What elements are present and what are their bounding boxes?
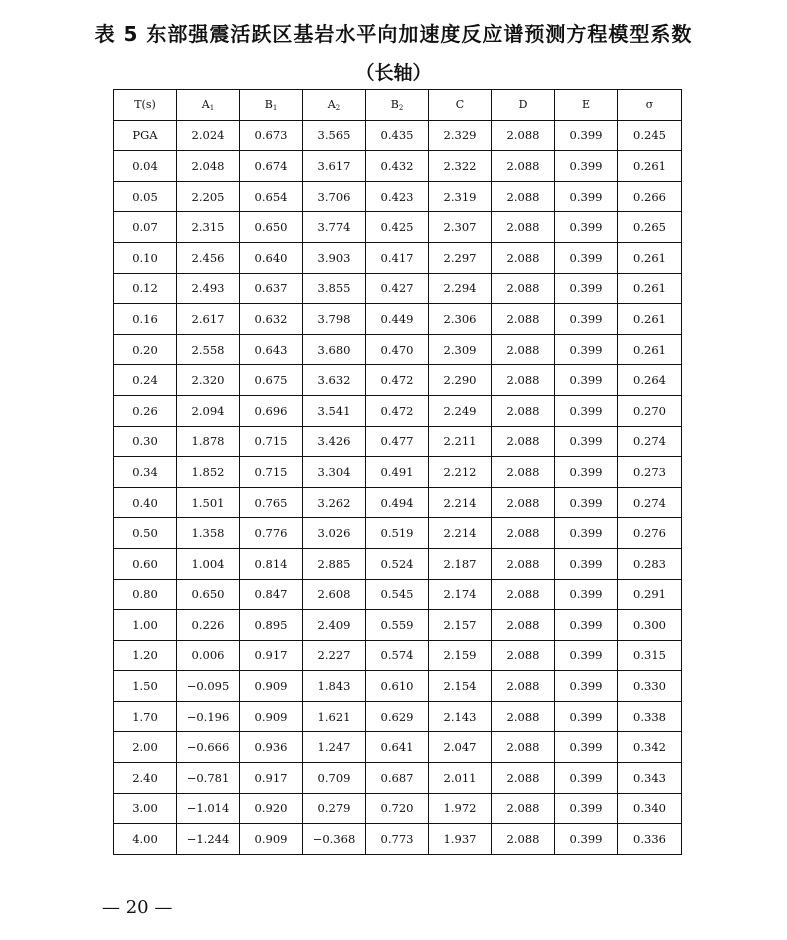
coefficient-cell: 2.088 [492,120,555,151]
table-row [114,671,682,702]
coefficient-cell: −1.244 [177,824,240,855]
coefficient-cell: 0.773 [366,824,429,855]
coefficient-cell: 0.650 [240,212,303,243]
coefficient-cell: 3.262 [303,487,366,518]
table-row [114,701,682,732]
coefficient-cell: 0.399 [555,824,618,855]
coefficient-cell: 2.307 [429,212,492,243]
table-row [114,151,682,182]
period-cell: 0.10 [114,242,177,273]
coefficient-cell: 3.632 [303,365,366,396]
coefficient-cell: 0.399 [555,701,618,732]
table-row [114,732,682,763]
coefficient-cell: 3.855 [303,273,366,304]
coefficient-cell: 0.340 [618,793,682,824]
coefficient-cell: −1.014 [177,793,240,824]
coefficient-cell: 0.399 [555,334,618,365]
coefficient-cell: 3.304 [303,457,366,488]
coefficient-cell: 2.088 [492,763,555,794]
coefficient-cell: 3.541 [303,395,366,426]
coefficient-cell: 0.291 [618,579,682,610]
period-cell: 1.70 [114,701,177,732]
coefficient-cell: 0.261 [618,242,682,273]
coefficient-cell: 1.972 [429,793,492,824]
column-header [114,90,177,121]
period-cell: 0.30 [114,426,177,457]
coefficient-cell: 0.399 [555,671,618,702]
coefficient-cell: 0.895 [240,610,303,641]
coefficient-cell: 0.274 [618,487,682,518]
coefficient-cell: 0.343 [618,763,682,794]
coefficient-cell: 0.491 [366,457,429,488]
coefficient-cell: 2.047 [429,732,492,763]
coefficient-cell: 2.409 [303,610,366,641]
coefficient-cell: 0.261 [618,151,682,182]
coefficient-cell: 3.706 [303,181,366,212]
coefficient-cell: 1.843 [303,671,366,702]
coefficient-cell: 0.909 [240,671,303,702]
coefficient-cell: 0.917 [240,763,303,794]
coefficient-cell: 0.675 [240,365,303,396]
coefficient-cell: −0.095 [177,671,240,702]
coefficient-cell: 2.456 [177,242,240,273]
coefficient-cell: 2.143 [429,701,492,732]
coefficient-cell: 2.157 [429,610,492,641]
table-row [114,334,682,365]
table-row [114,426,682,457]
period-cell: 0.80 [114,579,177,610]
coefficient-cell: 2.294 [429,273,492,304]
coefficient-cell: 0.494 [366,487,429,518]
period-cell: 0.24 [114,365,177,396]
coefficient-cell: −0.781 [177,763,240,794]
coefficient-cell: 0.574 [366,640,429,671]
coefficient-cell: 2.608 [303,579,366,610]
coefficient-cell: 2.088 [492,671,555,702]
coefficient-cell: 2.088 [492,151,555,182]
coefficient-cell: 2.558 [177,334,240,365]
coefficient-cell: 0.399 [555,457,618,488]
coefficient-cell: 0.261 [618,273,682,304]
coefficient-cell: 3.426 [303,426,366,457]
coefficient-cell: 0.629 [366,701,429,732]
coefficient-cell: 2.211 [429,426,492,457]
table-row [114,365,682,396]
coefficient-cell: 0.399 [555,548,618,579]
coefficient-cell: 0.399 [555,640,618,671]
table-row [114,181,682,212]
table-row [114,273,682,304]
coefficient-cell: 0.765 [240,487,303,518]
coefficient-cell: 2.088 [492,181,555,212]
table-row [114,457,682,488]
coefficient-cell: 0.399 [555,273,618,304]
coefficient-cell: 2.088 [492,610,555,641]
period-cell: 4.00 [114,824,177,855]
coefficient-cell: 0.399 [555,793,618,824]
coefficient-cell: 0.715 [240,457,303,488]
coefficient-cell: 0.261 [618,334,682,365]
coefficient-cell: 2.088 [492,487,555,518]
coefficient-cell: 0.274 [618,426,682,457]
column-header [177,90,240,121]
coefficient-cell: 0.399 [555,732,618,763]
coefficient-cell: 0.399 [555,120,618,151]
coefficient-cell: 0.472 [366,395,429,426]
period-cell: 2.00 [114,732,177,763]
coefficient-cell: 0.687 [366,763,429,794]
coefficient-cell: 1.852 [177,457,240,488]
coefficient-cell: 0.847 [240,579,303,610]
column-header [555,90,618,121]
coefficient-cell: 0.654 [240,181,303,212]
coefficient-cell: 0.524 [366,548,429,579]
column-header-label: T(s) [134,98,156,112]
coefficient-cell: 0.650 [177,579,240,610]
coefficient-cell: 0.399 [555,304,618,335]
coefficient-cell: 3.798 [303,304,366,335]
coefficient-cell: −0.368 [303,824,366,855]
table-title: 表 5 东部强震活跃区基岩水平向加速度反应谱预测方程模型系数 [94,22,693,46]
column-header [240,90,303,121]
coefficient-cell: 2.088 [492,548,555,579]
period-cell: 3.00 [114,793,177,824]
table-row [114,793,682,824]
period-cell: 2.40 [114,763,177,794]
coefficient-cell: 0.709 [303,763,366,794]
table-row [114,610,682,641]
coefficient-cell: 0.917 [240,640,303,671]
coefficient-cell: 2.617 [177,304,240,335]
coefficient-cell: 2.212 [429,457,492,488]
coefficient-cell: 0.643 [240,334,303,365]
coefficient-cell: 2.205 [177,181,240,212]
coefficient-cell: 2.088 [492,640,555,671]
coefficient-cell: 2.187 [429,548,492,579]
coefficient-cell: 3.026 [303,518,366,549]
coefficient-cell: 2.088 [492,334,555,365]
coefficient-cell: 1.004 [177,548,240,579]
coefficient-cell: 2.493 [177,273,240,304]
coefficient-cell: 0.245 [618,120,682,151]
table-row [114,242,682,273]
table-row [114,395,682,426]
table-row [114,212,682,243]
coefficient-cell: 2.048 [177,151,240,182]
coefficient-cell: 3.903 [303,242,366,273]
column-header-label: A [201,97,210,111]
coefficient-cell: 0.449 [366,304,429,335]
coefficient-cell: 0.283 [618,548,682,579]
period-cell: 0.16 [114,304,177,335]
period-cell: PGA [114,120,177,151]
table-row [114,304,682,335]
coefficient-cell: 2.322 [429,151,492,182]
coefficient-cell: 0.399 [555,395,618,426]
coefficient-cell: 0.399 [555,426,618,457]
table-row [114,548,682,579]
coefficient-cell: 0.266 [618,181,682,212]
coefficient-cell: 2.088 [492,457,555,488]
coefficient-cell: 0.720 [366,793,429,824]
coefficient-cell: 0.399 [555,763,618,794]
coefficient-cell: 2.088 [492,242,555,273]
coefficient-cell: 0.432 [366,151,429,182]
coefficient-cell: 0.610 [366,671,429,702]
coefficient-cell: 0.641 [366,732,429,763]
table-subtitle: （长轴） [355,62,432,84]
coefficient-cell: 2.159 [429,640,492,671]
coefficient-cell: 1.937 [429,824,492,855]
coefficient-cell: 0.696 [240,395,303,426]
coefficient-cell: 0.399 [555,518,618,549]
coefficient-cell: 0.640 [240,242,303,273]
column-header-label: A [327,97,336,111]
coefficient-cell: 0.399 [555,579,618,610]
coefficient-cell: 2.315 [177,212,240,243]
table-row [114,487,682,518]
coefficient-cell: 2.297 [429,242,492,273]
coefficient-cell: 2.885 [303,548,366,579]
table-header-row [114,90,682,121]
coefficient-cell: 0.342 [618,732,682,763]
coefficient-cell: 2.309 [429,334,492,365]
coefficient-cell: 0.399 [555,610,618,641]
column-header-subscript: 1 [272,103,278,112]
period-cell: 0.12 [114,273,177,304]
coefficient-cell: 0.435 [366,120,429,151]
coefficient-cell: 1.621 [303,701,366,732]
coefficient-cell: 2.088 [492,273,555,304]
coefficient-cell: 2.088 [492,395,555,426]
column-header-label: E [581,98,591,112]
column-header [618,90,682,121]
coefficient-cell: 2.094 [177,395,240,426]
coefficient-cell: 0.637 [240,273,303,304]
table-row [114,824,682,855]
coefficient-cell: 0.632 [240,304,303,335]
coefficient-cell: 0.264 [618,365,682,396]
period-cell: 1.20 [114,640,177,671]
coefficient-cell: 0.470 [366,334,429,365]
coefficient-cell: 0.559 [366,610,429,641]
column-header-subscript: 2 [398,103,404,112]
period-cell: 1.50 [114,671,177,702]
coefficient-cell: 0.261 [618,304,682,335]
table-body [114,120,682,854]
coefficient-cell: 0.330 [618,671,682,702]
coefficient-cell: 0.715 [240,426,303,457]
coefficient-cell: 0.399 [555,487,618,518]
coefficient-cell: 0.315 [618,640,682,671]
coefficient-cell: 0.673 [240,120,303,151]
coefficient-cell: 0.276 [618,518,682,549]
coefficient-cell: 1.247 [303,732,366,763]
coefficient-cell: 1.358 [177,518,240,549]
coefficient-cell: 0.399 [555,212,618,243]
coefficient-cell: 0.423 [366,181,429,212]
coefficient-cell: 2.088 [492,732,555,763]
coefficient-cell: 0.909 [240,701,303,732]
coefficient-cell: 0.006 [177,640,240,671]
table-row [114,640,682,671]
coefficient-cell: 3.565 [303,120,366,151]
coefficient-cell: 0.270 [618,395,682,426]
coefficient-cell: 0.920 [240,793,303,824]
period-cell: 1.00 [114,610,177,641]
column-header-label: B [390,97,399,111]
column-header-label: D [518,98,528,112]
coefficient-cell: 0.472 [366,365,429,396]
coefficient-cell: 0.417 [366,242,429,273]
coefficient-cell: 3.617 [303,151,366,182]
coefficient-cell: 0.399 [555,365,618,396]
coefficient-cell: 0.399 [555,151,618,182]
coefficient-cell: 0.674 [240,151,303,182]
table-row [114,763,682,794]
coefficient-cell: 2.088 [492,579,555,610]
coefficient-cell: 0.265 [618,212,682,243]
coefficient-cell: 2.174 [429,579,492,610]
coefficient-cell: 1.878 [177,426,240,457]
coefficient-cell: 2.154 [429,671,492,702]
coefficient-cell: 3.774 [303,212,366,243]
column-header-label: σ [645,98,654,112]
coefficient-cell: 2.088 [492,793,555,824]
column-header [366,90,429,121]
coefficient-cell: 2.088 [492,824,555,855]
coefficient-cell: 2.249 [429,395,492,426]
coefficient-cell: 2.306 [429,304,492,335]
column-header [429,90,492,121]
coefficient-cell: 2.088 [492,212,555,243]
coefficient-cell: 2.320 [177,365,240,396]
coefficient-cell: 2.319 [429,181,492,212]
coefficient-cell: 0.519 [366,518,429,549]
table-row [114,518,682,549]
coefficient-cell: 2.088 [492,518,555,549]
coefficient-cell: 2.227 [303,640,366,671]
table-row [114,579,682,610]
coefficient-cell: 2.088 [492,426,555,457]
page-number: — 20 — [102,897,173,918]
column-header-subscript: 2 [335,103,341,112]
coefficient-cell: 0.425 [366,212,429,243]
coefficient-cell: 0.545 [366,579,429,610]
period-cell: 0.04 [114,151,177,182]
coefficient-cell: 2.088 [492,304,555,335]
coefficient-cell: −0.666 [177,732,240,763]
coefficient-cell: 0.477 [366,426,429,457]
column-header [492,90,555,121]
coefficient-cell: 2.088 [492,701,555,732]
coefficient-cell: 2.024 [177,120,240,151]
coefficient-cell: 0.427 [366,273,429,304]
table-row [114,120,682,151]
coefficient-cell: 2.088 [492,365,555,396]
coefficient-cell: 0.776 [240,518,303,549]
coefficient-cell: 0.273 [618,457,682,488]
coefficient-cell: 2.329 [429,120,492,151]
coefficient-cell: 0.909 [240,824,303,855]
coefficient-cell: 0.936 [240,732,303,763]
period-cell: 0.05 [114,181,177,212]
column-header-subscript: 1 [209,103,215,112]
coefficient-cell: 0.336 [618,824,682,855]
coefficient-cell: 1.501 [177,487,240,518]
coefficient-cell: 0.226 [177,610,240,641]
column-header-label: B [264,97,273,111]
column-header-label: C [455,98,465,112]
period-cell: 0.60 [114,548,177,579]
period-cell: 0.07 [114,212,177,243]
coefficient-table [113,89,682,855]
period-cell: 0.50 [114,518,177,549]
coefficient-cell: 2.214 [429,487,492,518]
coefficient-cell: 2.290 [429,365,492,396]
coefficient-cell: 0.300 [618,610,682,641]
coefficient-cell: 0.399 [555,242,618,273]
coefficient-cell: −0.196 [177,701,240,732]
coefficient-cell: 3.680 [303,334,366,365]
period-cell: 0.26 [114,395,177,426]
coefficient-cell: 2.214 [429,518,492,549]
coefficient-cell: 0.814 [240,548,303,579]
coefficient-cell: 2.011 [429,763,492,794]
coefficient-cell: 0.338 [618,701,682,732]
coefficient-cell: 0.279 [303,793,366,824]
period-cell: 0.40 [114,487,177,518]
period-cell: 0.20 [114,334,177,365]
column-header [303,90,366,121]
coefficient-cell: 0.399 [555,181,618,212]
period-cell: 0.34 [114,457,177,488]
